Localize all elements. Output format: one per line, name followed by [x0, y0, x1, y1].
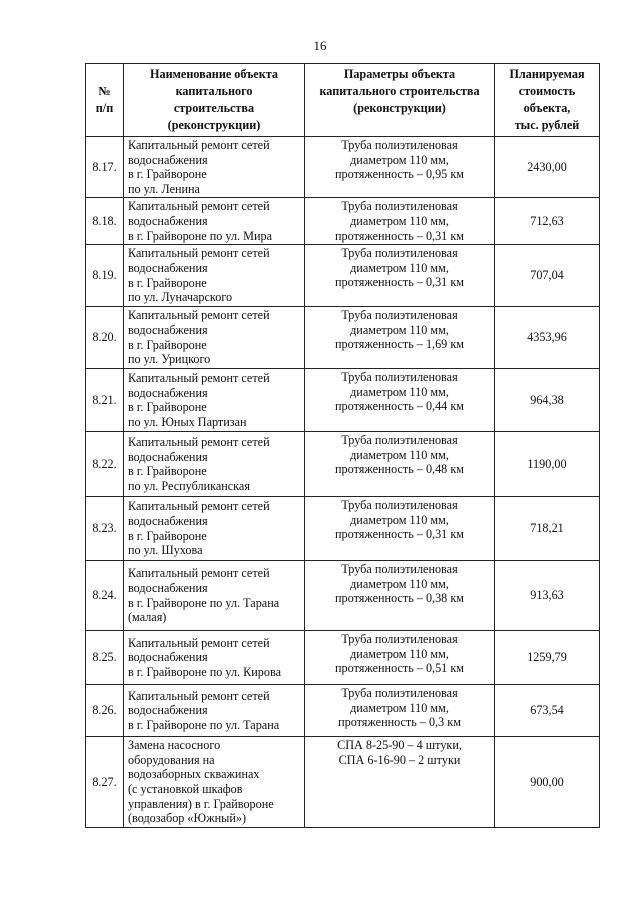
row-object-parameters: Труба полиэтиленовая диаметром 110 мм, протяженность – 1,69 км	[305, 307, 495, 369]
row-number: 8.24.	[86, 561, 124, 631]
row-planned-cost: 913,63	[495, 561, 600, 631]
table-row	[86, 561, 600, 631]
header-object-name: Наименование объекта капитального строительства (реконструкции)	[124, 64, 305, 137]
table-row	[86, 432, 600, 497]
row-object-name: Замена насосного оборудования на водозаборных скважинах (с установкой шкафов управления) в г. Грайвороне (водозабор «Южный»)	[124, 737, 305, 828]
table-row	[86, 369, 600, 432]
header-planned-cost: Планируемая стоимость объекта, тыс. рублей	[495, 64, 600, 137]
table-row	[86, 497, 600, 561]
row-object-name: Капитальный ремонт сетей водоснабжения в г. Грайвороне по ул. Республиканская	[124, 432, 305, 497]
row-number: 8.19.	[86, 245, 124, 307]
row-planned-cost: 707,04	[495, 245, 600, 307]
row-number: 8.25.	[86, 631, 124, 685]
table-row	[86, 137, 600, 198]
row-object-parameters: Труба полиэтиленовая диаметром 110 мм, протяженность – 0,51 км	[305, 631, 495, 685]
row-object-name: Капитальный ремонт сетей водоснабжения в г. Грайвороне по ул. Тарана	[124, 685, 305, 737]
row-object-parameters: Труба полиэтиленовая диаметром 110 мм, протяженность – 0,38 км	[305, 561, 495, 631]
row-object-name: Капитальный ремонт сетей водоснабжения в г. Грайвороне по ул. Кирова	[124, 631, 305, 685]
table-row	[86, 307, 600, 369]
row-object-parameters: Труба полиэтиленовая диаметром 110 мм, протяженность – 0,31 км	[305, 245, 495, 307]
row-number: 8.18.	[86, 198, 124, 245]
row-number: 8.23.	[86, 497, 124, 561]
table-row	[86, 631, 600, 685]
capital-construction-table	[85, 63, 600, 828]
row-planned-cost: 1190,00	[495, 432, 600, 497]
header-object-parameters: Параметры объекта капитального строительства (реконструкции)	[305, 64, 495, 137]
row-object-parameters: Труба полиэтиленовая диаметром 110 мм, протяженность – 0,31 км	[305, 198, 495, 245]
row-object-name: Капитальный ремонт сетей водоснабжения в г. Грайвороне по ул. Ленина	[124, 137, 305, 198]
row-number: 8.20.	[86, 307, 124, 369]
row-number: 8.22.	[86, 432, 124, 497]
row-object-name: Капитальный ремонт сетей водоснабжения в г. Грайвороне по ул. Тарана (малая)	[124, 561, 305, 631]
row-number: 8.21.	[86, 369, 124, 432]
row-number: 8.26.	[86, 685, 124, 737]
row-object-parameters: Труба полиэтиленовая диаметром 110 мм, протяженность – 0,44 км	[305, 369, 495, 432]
row-object-parameters: Труба полиэтиленовая диаметром 110 мм, протяженность – 0,48 км	[305, 432, 495, 497]
table-row	[86, 245, 600, 307]
header-number: № п/п	[86, 64, 124, 137]
row-object-parameters: Труба полиэтиленовая диаметром 110 мм, протяженность – 0,95 км	[305, 137, 495, 198]
row-object-name: Капитальный ремонт сетей водоснабжения в г. Грайвороне по ул. Урицкого	[124, 307, 305, 369]
row-planned-cost: 673,54	[495, 685, 600, 737]
row-planned-cost: 900,00	[495, 737, 600, 828]
row-object-parameters: СПА 8-25-90 – 4 штуки, СПА 6-16-90 – 2 штуки	[305, 737, 495, 828]
row-object-name: Капитальный ремонт сетей водоснабжения в г. Грайвороне по ул. Юных Партизан	[124, 369, 305, 432]
table-body	[86, 137, 600, 828]
row-object-name: Капитальный ремонт сетей водоснабжения в г. Грайвороне по ул. Луначарского	[124, 245, 305, 307]
table-header-row	[86, 64, 600, 137]
row-planned-cost: 964,38	[495, 369, 600, 432]
table-row	[86, 685, 600, 737]
row-planned-cost: 1259,79	[495, 631, 600, 685]
row-planned-cost: 712,63	[495, 198, 600, 245]
row-number: 8.27.	[86, 737, 124, 828]
table-row	[86, 198, 600, 245]
row-planned-cost: 718,21	[495, 497, 600, 561]
row-object-name: Капитальный ремонт сетей водоснабжения в г. Грайвороне по ул. Мира	[124, 198, 305, 245]
row-object-parameters: Труба полиэтиленовая диаметром 110 мм, протяженность – 0,3 км	[305, 685, 495, 737]
row-planned-cost: 2430,00	[495, 137, 600, 198]
row-object-parameters: Труба полиэтиленовая диаметром 110 мм, протяженность – 0,31 км	[305, 497, 495, 561]
table-row	[86, 737, 600, 828]
row-object-name: Капитальный ремонт сетей водоснабжения в г. Грайвороне по ул. Шухова	[124, 497, 305, 561]
page-number: 16	[313, 38, 327, 53]
row-number: 8.17.	[86, 137, 124, 198]
row-planned-cost: 4353,96	[495, 307, 600, 369]
